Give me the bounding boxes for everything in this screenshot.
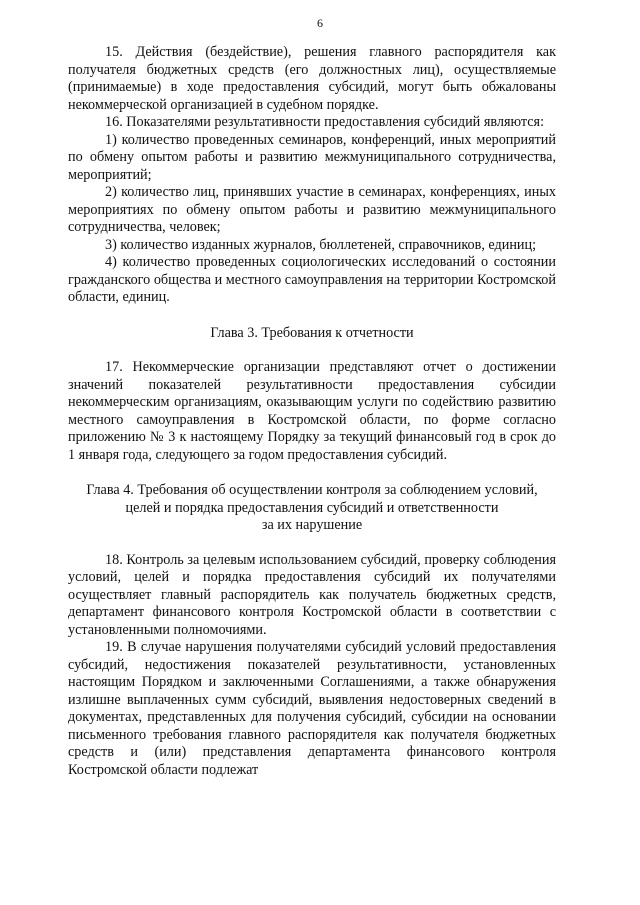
heading-line: Глава 4. Требования об осуществлении контроля за соблюдением условий,: [86, 482, 538, 498]
list-item-2: 2) количество лиц, принявших участие в семинарах, конференциях, иных мероприятиях по обмену опытом работы и развитию межмуниципального сотрудничества, человек;: [68, 184, 556, 235]
chapter-3-heading: [68, 325, 556, 343]
heading-line: за их нарушение: [261, 517, 363, 533]
list-item-3: 3) количество изданных журналов, бюллетеней, справочников, единиц;: [105, 236, 537, 253]
page-number: 6: [317, 16, 323, 30]
paragraph-19: 19. В случае нарушения получателями субсидий условий предоставления субсидий, недостижения показателей результативности, установленных настоящим Порядком и заключенными Соглашениями, а также обнаружения излишне выплаченных сумм субсидий, выявления недостоверных сведений в документах, представленных для получения субсидий, субсидии на основании письменного требования главного распорядителя как получателя бюджетных средств и (или) представления департамента финансового контроля Костромской области подлежат: [68, 639, 556, 778]
paragraph-18: 18. Контроль за целевым использованием субсидий, проверку соблюдения условий, целей и порядка предоставления субсидий их получателями осуществляет главный распорядитель как получатель бюджетных средств, департамент финансового контроля Костромской области в соответствии с установленными полномочиями.: [68, 551, 556, 638]
document-body: [68, 44, 556, 779]
list-item-4: 4) количество проведенных социологических исследований о состоянии гражданского общества и местного самоуправления на территории Костромской области, единиц.: [68, 254, 556, 305]
list-item-1: 1) количество проведенных семинаров, конференций, иных мероприятий по обмену опытом работы и развитию межмуниципального сотрудничества, мероприятий;: [68, 131, 556, 183]
heading-line: целей и порядка предоставления субсидий и ответственности: [125, 499, 499, 516]
heading-line: Глава 3. Требования к отчетности: [210, 324, 414, 341]
paragraph-16: 16. Показателями результативности предоставления субсидий являются:: [105, 114, 545, 130]
paragraph-15: 15. Действия (бездействие), решения главного распорядителя как получателя бюджетных средств (его должностных лиц), осуществляемые (принимаемые) в ходе предоставления субсидий, могут быть обжалованы некоммерческой организацией в судебном порядке.: [68, 44, 556, 113]
chapter-4-heading: [58, 482, 566, 535]
paragraph-17: 17. Некоммерческие организации представляют отчет о достижении значений показателей результативности предоставления субсидии некоммерческим организациям, оказывающим услуги по содействию развитию местного самоуправления в Костромской области, по форме согласно приложению № 3 к настоящему Порядку за текущий финансовый год в срок до 1 января года, следующего за годом предоставления субсидий.: [68, 359, 556, 463]
